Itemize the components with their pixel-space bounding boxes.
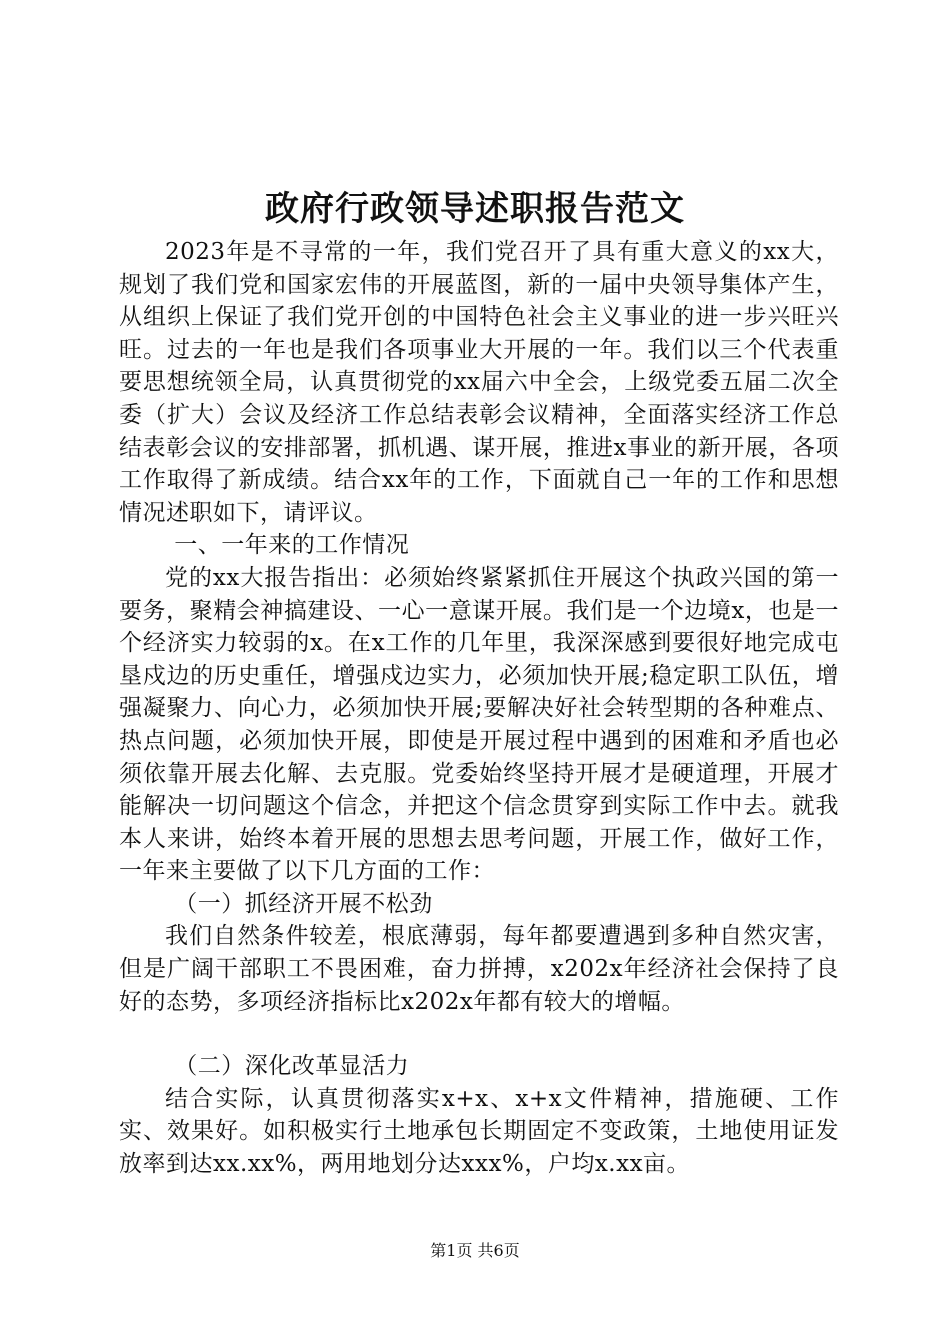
reform-paragraph: 结合实际，认真贯彻落实x+x、x+x文件精神，措施硬、工作实、效果好。如积极实行土地承包长期固定不变政策，土地使用证发放率到达xx.xx%，两用地划分达xxx%，户均x.xx亩。 [119, 1085, 839, 1178]
work-summary-paragraph: 党的xx大报告指出：必须始终紧紧抓住开展这个执政兴国的第一要务，聚精会神搞建设、一心一意谋开展。我们是一个边境x，也是一个经济实力较弱的x。在x工作的几年里，我深深感到要很好地完成屯垦戍边的历史重任，增强戍边实力，必须加快开展;稳定职工队伍，增强凝聚力、向心力，必须加快开展;要解决好社会转型期的各种难点、热点问题，必须加快开展，即使是开展过程中遇到的困难和矛盾也必须依靠开展去化解、去克服。党委始终坚持开展才是硬道理，开展才能解决一切问题这个信念，并把这个信念贯穿到实际工作中去。就我本人来讲，始终本着开展的思想去思考问题，开展工作，做好工作，一年来主要做了以下几方面的工作： [119, 564, 839, 885]
economy-paragraph: 我们自然条件较差，根底薄弱，每年都要遭遇到多种自然灾害，但是广阔干部职工不畏困难，奋力拼搏，x202x年经济社会保持了良好的态势，多项经济指标比x202x年都有较大的增幅。 [119, 923, 839, 1015]
subsection-heading-reform: （二）深化改革显活力 [174, 1053, 410, 1080]
paragraph-spacer [119, 1018, 839, 1050]
page-number-footer: 第1页 共6页 [430, 1241, 520, 1260]
document-title: 政府行政领导述职报告范文 [265, 189, 685, 229]
document-body [119, 236, 839, 1181]
subsection-heading-economy: （一）抓经济开展不松劲 [174, 890, 433, 917]
intro-paragraph: 2023年是不寻常的一年，我们党召开了具有重大意义的xx大，规划了我们党和国家宏伟的开展蓝图，新的一届中央领导集体产生，从组织上保证了我们党开创的中国特色社会主义事业的进一步兴旺兴旺。过去的一年也是我们各项事业大开展的一年。我们以三个代表重要思想统领全局，认真贯彻党的xx届六中全会，上级党委五届二次全委（扩大）会议及经济工作总结表彰会议精神，全面落实经济工作总结表彰会议的安排部署，抓机遇、谋开展，推进x事业的新开展，各项工作取得了新成绩。结合xx年的工作，下面就自己一年的工作和思想情况述职如下，请评议。 [119, 239, 839, 526]
section-heading-work-summary: 一、一年来的工作情况 [174, 532, 410, 559]
